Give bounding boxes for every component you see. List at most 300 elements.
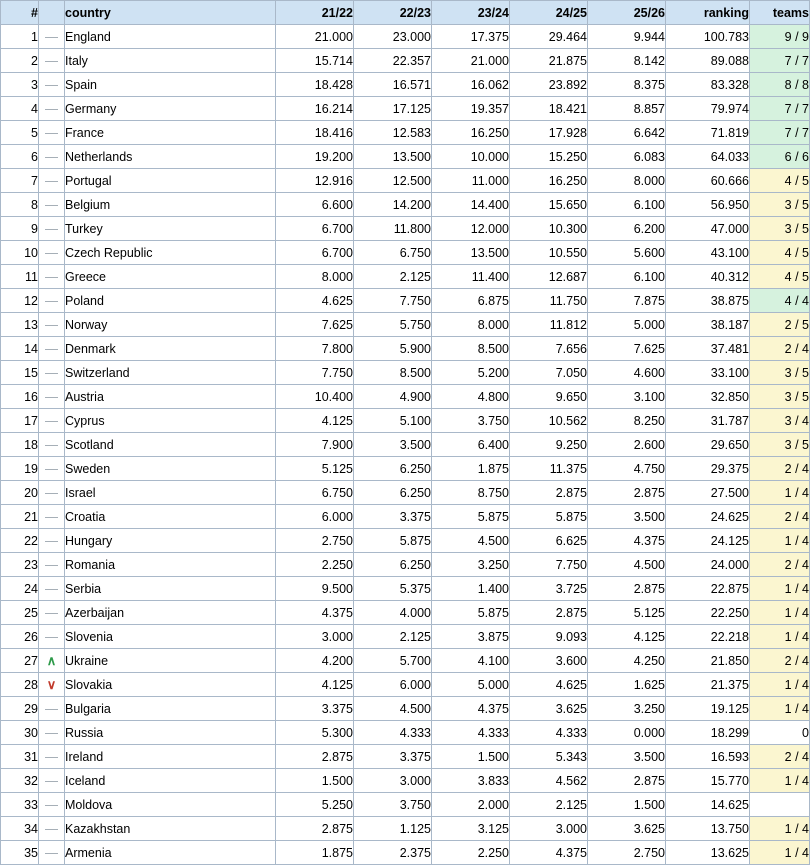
- row-s2324-value: 10.000: [432, 145, 510, 169]
- table-row[interactable]: [1, 721, 810, 745]
- table-row[interactable]: [1, 361, 810, 385]
- row-teams: 2 / 5: [750, 313, 810, 337]
- row-s2122-value: 4.200: [276, 649, 354, 673]
- table-row[interactable]: [1, 817, 810, 841]
- row-s2122-value: 10.400: [276, 385, 354, 409]
- row-s2122-value: 12.916: [276, 169, 354, 193]
- row-s2223-value: 17.125: [354, 97, 432, 121]
- row-country[interactable]: Hungary: [65, 529, 276, 553]
- row-s2425-value: 10.562: [510, 409, 588, 433]
- row-s2122-value: 15.714: [276, 49, 354, 73]
- row-s2526-value: 6.642: [588, 121, 666, 145]
- row-s2223-value: 5.750: [354, 313, 432, 337]
- row-s2425-value: 3.625: [510, 697, 588, 721]
- row-s2223-value: 12.500: [354, 169, 432, 193]
- table-row[interactable]: [1, 433, 810, 457]
- row-s2425-value: 4.625: [510, 673, 588, 697]
- row-country[interactable]: Netherlands: [65, 145, 276, 169]
- table-row[interactable]: [1, 217, 810, 241]
- row-country[interactable]: Ireland: [65, 745, 276, 769]
- row-s2122-value: 4.375: [276, 601, 354, 625]
- row-ranking-total: 21.375: [666, 673, 750, 697]
- row-country[interactable]: Moldova: [65, 793, 276, 817]
- row-s2425-value: 3.600: [510, 649, 588, 673]
- row-ranking-total: 24.000: [666, 553, 750, 577]
- row-rank: 32: [1, 769, 39, 793]
- table-row[interactable]: [1, 193, 810, 217]
- table-row[interactable]: [1, 505, 810, 529]
- row-country[interactable]: Turkey: [65, 217, 276, 241]
- table-row[interactable]: [1, 289, 810, 313]
- row-trend-cell: [39, 745, 65, 769]
- row-teams: 9 / 9: [750, 25, 810, 49]
- row-rank: 14: [1, 337, 39, 361]
- table-row[interactable]: [1, 73, 810, 97]
- row-s2122-value: 2.250: [276, 553, 354, 577]
- row-trend-cell: [39, 433, 65, 457]
- row-s2425-value: 4.333: [510, 721, 588, 745]
- row-rank: 30: [1, 721, 39, 745]
- row-s2425-value: 10.550: [510, 241, 588, 265]
- row-country[interactable]: Iceland: [65, 769, 276, 793]
- row-country[interactable]: Belgium: [65, 193, 276, 217]
- row-s2324-value: 2.250: [432, 841, 510, 865]
- row-s2122-value: 6.600: [276, 193, 354, 217]
- row-s2425-value: 5.875: [510, 505, 588, 529]
- row-s2122-value: 4.625: [276, 289, 354, 313]
- row-s2526-value: 2.750: [588, 841, 666, 865]
- row-ranking-total: 22.875: [666, 577, 750, 601]
- dash-icon: —: [45, 196, 58, 212]
- dash-icon: —: [45, 388, 58, 404]
- table-row[interactable]: [1, 649, 810, 673]
- row-s2526-value: 4.375: [588, 529, 666, 553]
- row-trend-cell: [39, 673, 65, 697]
- dash-icon: —: [45, 820, 58, 836]
- row-s2223-value: 5.875: [354, 529, 432, 553]
- row-s2526-value: 4.750: [588, 457, 666, 481]
- table-row[interactable]: [1, 97, 810, 121]
- row-country[interactable]: Ukraine: [65, 649, 276, 673]
- row-s2223-value: 3.500: [354, 433, 432, 457]
- row-teams: 2 / 4: [750, 505, 810, 529]
- row-s2526-value: 4.125: [588, 625, 666, 649]
- row-s2324-value: 1.400: [432, 577, 510, 601]
- table-row[interactable]: [1, 529, 810, 553]
- row-trend-cell: [39, 481, 65, 505]
- dash-icon: —: [45, 772, 58, 788]
- row-ranking-total: 24.125: [666, 529, 750, 553]
- row-s2526-value: 0.000: [588, 721, 666, 745]
- table-row[interactable]: [1, 385, 810, 409]
- row-s2122-value: 7.800: [276, 337, 354, 361]
- row-country[interactable]: Portugal: [65, 169, 276, 193]
- row-country[interactable]: Austria: [65, 385, 276, 409]
- column-header-season-2526[interactable]: 25/26: [588, 1, 666, 25]
- dash-icon: —: [45, 268, 58, 284]
- row-teams: 2 / 4: [750, 745, 810, 769]
- row-trend-cell: [39, 649, 65, 673]
- row-teams: 7 / 7: [750, 97, 810, 121]
- row-rank: 10: [1, 241, 39, 265]
- table-row[interactable]: [1, 337, 810, 361]
- row-trend-cell: [39, 169, 65, 193]
- row-country[interactable]: France: [65, 121, 276, 145]
- row-s2526-value: 4.600: [588, 361, 666, 385]
- row-country[interactable]: Norway: [65, 313, 276, 337]
- row-trend-cell: [39, 265, 65, 289]
- row-s2425-value: 5.343: [510, 745, 588, 769]
- dash-icon: —: [45, 244, 58, 260]
- row-rank: 33: [1, 793, 39, 817]
- row-s2223-value: 6.250: [354, 457, 432, 481]
- row-s2324-value: 14.400: [432, 193, 510, 217]
- row-s2425-value: 9.093: [510, 625, 588, 649]
- row-trend-cell: [39, 841, 65, 865]
- table-row[interactable]: [1, 745, 810, 769]
- row-s2425-value: 17.928: [510, 121, 588, 145]
- row-teams: 1 / 4: [750, 817, 810, 841]
- row-trend-cell: [39, 625, 65, 649]
- row-s2526-value: 3.500: [588, 505, 666, 529]
- row-s2425-value: 7.050: [510, 361, 588, 385]
- table-row[interactable]: [1, 145, 810, 169]
- row-s2324-value: 3.875: [432, 625, 510, 649]
- table-row[interactable]: [1, 49, 810, 73]
- table-row[interactable]: [1, 553, 810, 577]
- row-s2122-value: 18.416: [276, 121, 354, 145]
- row-s2122-value: 7.625: [276, 313, 354, 337]
- row-s2425-value: 6.625: [510, 529, 588, 553]
- table-row[interactable]: [1, 697, 810, 721]
- row-teams: 2 / 4: [750, 457, 810, 481]
- row-s2122-value: 6.000: [276, 505, 354, 529]
- row-country[interactable]: Switzerland: [65, 361, 276, 385]
- dash-icon: —: [45, 316, 58, 332]
- row-trend-cell: [39, 817, 65, 841]
- row-trend-cell: [39, 337, 65, 361]
- column-header-season-2425[interactable]: 24/25: [510, 1, 588, 25]
- row-country[interactable]: Germany: [65, 97, 276, 121]
- table-row[interactable]: [1, 241, 810, 265]
- row-teams: 3 / 5: [750, 361, 810, 385]
- table-row[interactable]: [1, 25, 810, 49]
- row-s2324-value: 3.750: [432, 409, 510, 433]
- row-s2122-value: 7.900: [276, 433, 354, 457]
- row-ranking-total: 100.783: [666, 25, 750, 49]
- chevron-up-icon: ∧: [46, 652, 57, 668]
- row-teams: 2 / 4: [750, 553, 810, 577]
- row-rank: 16: [1, 385, 39, 409]
- row-s2324-value: 4.800: [432, 385, 510, 409]
- row-country[interactable]: Serbia: [65, 577, 276, 601]
- row-teams: 3 / 5: [750, 217, 810, 241]
- dash-icon: —: [45, 748, 58, 764]
- row-s2324-value: 12.000: [432, 217, 510, 241]
- row-s2324-value: 13.500: [432, 241, 510, 265]
- row-trend-cell: [39, 505, 65, 529]
- row-s2223-value: 4.333: [354, 721, 432, 745]
- row-s2122-value: 21.000: [276, 25, 354, 49]
- row-ranking-total: 38.875: [666, 289, 750, 313]
- row-s2223-value: 6.750: [354, 241, 432, 265]
- dash-icon: —: [45, 436, 58, 452]
- row-s2223-value: 2.125: [354, 265, 432, 289]
- row-s2526-value: 4.500: [588, 553, 666, 577]
- row-teams: 1 / 4: [750, 841, 810, 865]
- row-ranking-total: 18.299: [666, 721, 750, 745]
- dash-icon: —: [45, 292, 58, 308]
- table-row[interactable]: [1, 577, 810, 601]
- row-trend-cell: [39, 769, 65, 793]
- dash-icon: —: [45, 460, 58, 476]
- row-trend-cell: [39, 577, 65, 601]
- row-s2122-value: 3.375: [276, 697, 354, 721]
- row-trend-cell: [39, 457, 65, 481]
- row-ranking-total: 83.328: [666, 73, 750, 97]
- row-country[interactable]: Israel: [65, 481, 276, 505]
- row-s2223-value: 3.375: [354, 745, 432, 769]
- row-s2425-value: 9.650: [510, 385, 588, 409]
- row-s2526-value: 2.600: [588, 433, 666, 457]
- row-teams: 3 / 5: [750, 433, 810, 457]
- row-s2223-value: 6.000: [354, 673, 432, 697]
- column-header-ranking[interactable]: ranking: [666, 1, 750, 25]
- column-header-season-2122[interactable]: 21/22: [276, 1, 354, 25]
- row-trend-cell: [39, 73, 65, 97]
- row-s2122-value: 1.500: [276, 769, 354, 793]
- row-s2122-value: 18.428: [276, 73, 354, 97]
- row-s2324-value: 5.875: [432, 601, 510, 625]
- row-s2324-value: 21.000: [432, 49, 510, 73]
- row-ranking-total: 40.312: [666, 265, 750, 289]
- row-rank: 12: [1, 289, 39, 313]
- row-s2324-value: 11.000: [432, 169, 510, 193]
- table-row[interactable]: [1, 601, 810, 625]
- row-ranking-total: 79.974: [666, 97, 750, 121]
- row-s2526-value: 6.083: [588, 145, 666, 169]
- table-row[interactable]: [1, 769, 810, 793]
- row-s2425-value: 18.421: [510, 97, 588, 121]
- row-teams: 1 / 4: [750, 577, 810, 601]
- row-s2223-value: 4.500: [354, 697, 432, 721]
- row-country[interactable]: Czech Republic: [65, 241, 276, 265]
- table-row[interactable]: [1, 409, 810, 433]
- row-s2425-value: 4.375: [510, 841, 588, 865]
- row-s2324-value: 4.100: [432, 649, 510, 673]
- table-row[interactable]: [1, 841, 810, 865]
- row-trend-cell: [39, 217, 65, 241]
- row-country[interactable]: Denmark: [65, 337, 276, 361]
- row-s2425-value: 2.875: [510, 481, 588, 505]
- table-row[interactable]: [1, 481, 810, 505]
- row-s2324-value: 19.357: [432, 97, 510, 121]
- row-country[interactable]: Slovakia: [65, 673, 276, 697]
- row-s2223-value: 6.250: [354, 481, 432, 505]
- row-country[interactable]: Scotland: [65, 433, 276, 457]
- column-header-country[interactable]: country: [65, 1, 276, 25]
- table-row[interactable]: [1, 673, 810, 697]
- row-s2122-value: 2.875: [276, 745, 354, 769]
- row-s2526-value: 4.250: [588, 649, 666, 673]
- row-teams: 0: [750, 721, 810, 745]
- row-trend-cell: [39, 409, 65, 433]
- column-header-teams[interactable]: teams: [750, 1, 810, 25]
- row-country[interactable]: Poland: [65, 289, 276, 313]
- row-s2122-value: 6.700: [276, 217, 354, 241]
- row-teams: 1 / 4: [750, 625, 810, 649]
- dash-icon: —: [45, 148, 58, 164]
- row-s2425-value: 2.875: [510, 601, 588, 625]
- row-teams: 3 / 5: [750, 385, 810, 409]
- row-s2526-value: 8.000: [588, 169, 666, 193]
- row-s2324-value: 8.000: [432, 313, 510, 337]
- table-row[interactable]: [1, 121, 810, 145]
- row-s2223-value: 16.571: [354, 73, 432, 97]
- row-s2526-value: 3.250: [588, 697, 666, 721]
- row-s2122-value: 3.000: [276, 625, 354, 649]
- dash-icon: —: [45, 700, 58, 716]
- row-country[interactable]: Cyprus: [65, 409, 276, 433]
- row-trend-cell: [39, 361, 65, 385]
- column-header-season-2223[interactable]: 22/23: [354, 1, 432, 25]
- row-s2122-value: 5.300: [276, 721, 354, 745]
- row-ranking-total: 15.770: [666, 769, 750, 793]
- row-teams: 3 / 5: [750, 193, 810, 217]
- column-header-rank[interactable]: #: [1, 1, 39, 25]
- row-s2324-value: 2.000: [432, 793, 510, 817]
- row-trend-cell: [39, 529, 65, 553]
- row-rank: 1: [1, 25, 39, 49]
- row-rank: 27: [1, 649, 39, 673]
- row-trend-cell: [39, 385, 65, 409]
- row-s2122-value: 5.125: [276, 457, 354, 481]
- row-s2122-value: 6.700: [276, 241, 354, 265]
- row-country[interactable]: Russia: [65, 721, 276, 745]
- row-rank: 3: [1, 73, 39, 97]
- row-ranking-total: 29.375: [666, 457, 750, 481]
- row-s2324-value: 1.875: [432, 457, 510, 481]
- row-s2223-value: 13.500: [354, 145, 432, 169]
- row-trend-cell: [39, 49, 65, 73]
- row-ranking-total: 19.125: [666, 697, 750, 721]
- table-row[interactable]: [1, 457, 810, 481]
- row-teams: 4 / 5: [750, 169, 810, 193]
- row-ranking-total: 29.650: [666, 433, 750, 457]
- row-s2425-value: 15.650: [510, 193, 588, 217]
- row-s2526-value: 5.600: [588, 241, 666, 265]
- row-trend-cell: [39, 289, 65, 313]
- row-s2324-value: 1.500: [432, 745, 510, 769]
- row-s2526-value: 7.875: [588, 289, 666, 313]
- row-s2223-value: 2.375: [354, 841, 432, 865]
- row-teams: 8 / 8: [750, 73, 810, 97]
- row-rank: 28: [1, 673, 39, 697]
- row-ranking-total: 89.088: [666, 49, 750, 73]
- row-teams: 2 / 4: [750, 337, 810, 361]
- row-country[interactable]: Greece: [65, 265, 276, 289]
- row-s2122-value: 2.750: [276, 529, 354, 553]
- row-country[interactable]: Croatia: [65, 505, 276, 529]
- dash-icon: —: [45, 796, 58, 812]
- row-country[interactable]: Slovenia: [65, 625, 276, 649]
- row-teams: 1 / 4: [750, 529, 810, 553]
- table-row[interactable]: [1, 793, 810, 817]
- row-trend-cell: [39, 721, 65, 745]
- row-teams: 6 / 6: [750, 145, 810, 169]
- row-rank: 11: [1, 265, 39, 289]
- row-teams: 1 / 4: [750, 697, 810, 721]
- row-s2324-value: 6.875: [432, 289, 510, 313]
- row-rank: 34: [1, 817, 39, 841]
- row-s2526-value: 2.875: [588, 769, 666, 793]
- row-rank: 8: [1, 193, 39, 217]
- row-s2324-value: 3.125: [432, 817, 510, 841]
- row-s2526-value: 1.625: [588, 673, 666, 697]
- row-s2223-value: 5.100: [354, 409, 432, 433]
- row-ranking-total: 37.481: [666, 337, 750, 361]
- dash-icon: —: [45, 412, 58, 428]
- row-ranking-total: 21.850: [666, 649, 750, 673]
- row-s2425-value: 16.250: [510, 169, 588, 193]
- chevron-down-icon: ∨: [46, 676, 57, 692]
- row-country[interactable]: Azerbaijan: [65, 601, 276, 625]
- row-teams: 4 / 5: [750, 241, 810, 265]
- row-rank: 2: [1, 49, 39, 73]
- row-trend-cell: [39, 697, 65, 721]
- row-s2223-value: 3.000: [354, 769, 432, 793]
- row-trend-cell: [39, 313, 65, 337]
- row-ranking-total: 13.750: [666, 817, 750, 841]
- row-s2425-value: 7.750: [510, 553, 588, 577]
- table-row[interactable]: [1, 169, 810, 193]
- row-ranking-total: 31.787: [666, 409, 750, 433]
- row-s2324-value: 11.400: [432, 265, 510, 289]
- dash-icon: —: [45, 532, 58, 548]
- row-ranking-total: 14.625: [666, 793, 750, 817]
- row-ranking-total: 24.625: [666, 505, 750, 529]
- row-s2526-value: 5.000: [588, 313, 666, 337]
- row-s2223-value: 7.750: [354, 289, 432, 313]
- row-country[interactable]: England: [65, 25, 276, 49]
- row-ranking-total: 32.850: [666, 385, 750, 409]
- row-ranking-total: 22.218: [666, 625, 750, 649]
- row-s2122-value: 6.750: [276, 481, 354, 505]
- row-rank: 21: [1, 505, 39, 529]
- row-s2122-value: 16.214: [276, 97, 354, 121]
- row-country[interactable]: Romania: [65, 553, 276, 577]
- row-country[interactable]: Italy: [65, 49, 276, 73]
- row-s2223-value: 1.125: [354, 817, 432, 841]
- table-row[interactable]: [1, 265, 810, 289]
- row-s2122-value: 7.750: [276, 361, 354, 385]
- row-country[interactable]: Armenia: [65, 841, 276, 865]
- row-s2526-value: 6.100: [588, 265, 666, 289]
- dash-icon: —: [45, 100, 58, 116]
- row-country[interactable]: Spain: [65, 73, 276, 97]
- row-rank: 35: [1, 841, 39, 865]
- row-country[interactable]: Sweden: [65, 457, 276, 481]
- row-rank: 4: [1, 97, 39, 121]
- row-country[interactable]: Kazakhstan: [65, 817, 276, 841]
- row-country[interactable]: Bulgaria: [65, 697, 276, 721]
- row-s2223-value: 3.375: [354, 505, 432, 529]
- table-row[interactable]: [1, 625, 810, 649]
- column-header-season-2324[interactable]: 23/24: [432, 1, 510, 25]
- row-rank: 25: [1, 601, 39, 625]
- row-rank: 5: [1, 121, 39, 145]
- table-row[interactable]: [1, 313, 810, 337]
